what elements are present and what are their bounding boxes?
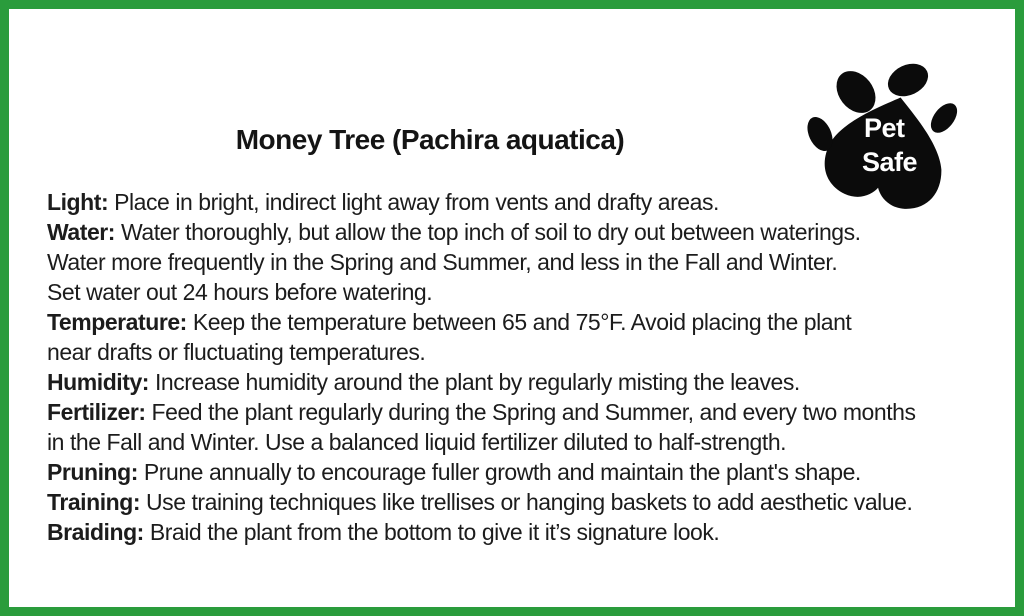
care-line (47, 187, 1024, 217)
care-line-text: in the Fall and Winter. Use a balanced liquid fertilizer diluted to half-strength. (47, 429, 787, 455)
care-line-label: Light: (47, 189, 109, 215)
care-line (47, 427, 1024, 457)
care-line-label: Pruning: (47, 459, 138, 485)
care-line-label: Braiding: (47, 519, 144, 545)
care-line (47, 487, 1024, 517)
care-line-label: Water: (47, 219, 116, 245)
paw-toe-right (926, 98, 963, 137)
care-line (47, 217, 1024, 247)
care-line-text: Feed the plant regularly during the Spring and Summer, and every two months (145, 399, 916, 425)
care-line-text: Water thoroughly, but allow the top inch of soil to dry out between waterings. (115, 219, 861, 245)
care-line-label: Temperature: (47, 309, 187, 335)
care-line-text: near drafts or fluctuating temperatures. (47, 339, 426, 365)
care-line-label: Training: (47, 489, 141, 515)
care-line (47, 247, 1024, 277)
care-line (47, 307, 1024, 337)
care-line-label: Humidity: (47, 369, 149, 395)
care-line-text: Keep the temperature between 65 and 75°F. Avoid placing the plant (186, 309, 852, 335)
care-line-text: Braid the plant from the bottom to give it it’s signature look. (143, 519, 720, 545)
care-line (47, 277, 1024, 307)
care-line-text: Increase humidity around the plant by regularly misting the leaves. (149, 369, 800, 395)
paw-toe-top (883, 58, 934, 103)
care-line (47, 337, 1024, 367)
pet-safe-badge-line1: Pet (864, 113, 905, 143)
pet-safe-badge-line2: Safe (862, 147, 918, 177)
care-line-text: Place in bright, indirect light away from vents and drafty areas. (108, 189, 719, 215)
care-line-text: Set water out 24 hours before watering. (47, 279, 433, 305)
care-line-label: Fertilizer: (47, 399, 146, 425)
care-instructions (47, 187, 1024, 547)
care-line (47, 517, 1024, 547)
care-line-text: Prune annually to encourage fuller growth and maintain the plant's shape. (137, 459, 861, 485)
care-line-text: Use training techniques like trellises or hanging baskets to add aesthetic value. (140, 489, 913, 515)
care-line (47, 457, 1024, 487)
page-title: Money Tree (Pachira aquatica) (235, 124, 625, 155)
care-line-text: Water more frequently in the Spring and Summer, and less in the Fall and Winter. (47, 249, 838, 275)
care-line (47, 367, 1024, 397)
care-line (47, 397, 1024, 427)
